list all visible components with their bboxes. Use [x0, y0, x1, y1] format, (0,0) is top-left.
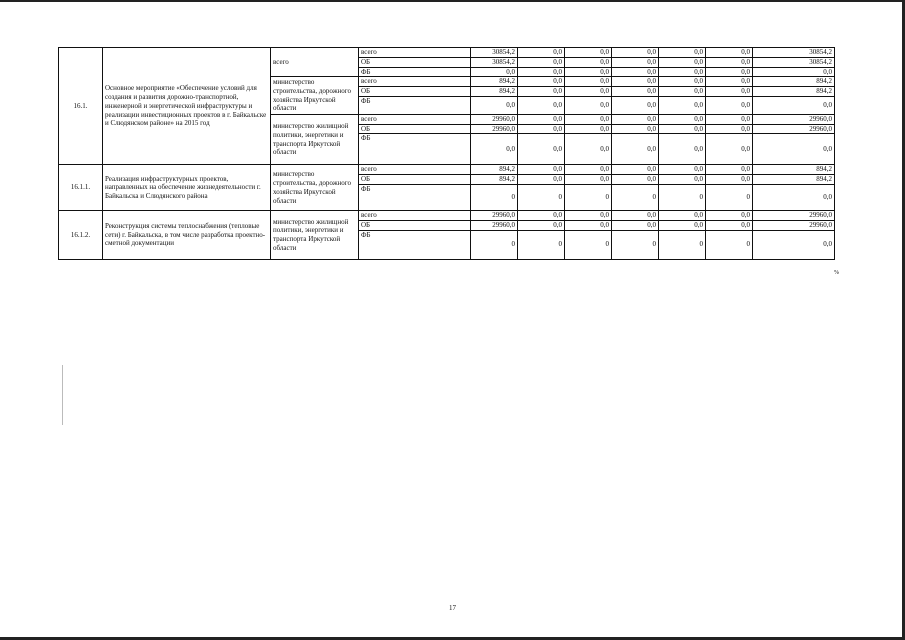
amount-cell: 29960,0	[753, 124, 835, 134]
activity-name: Реализация инфраструктурных проектов, направленных на обеспечение жизнедеятельности г. Байкальска и Слюдянского района	[103, 165, 271, 211]
amount-cell: 0	[612, 230, 659, 259]
amount-cell: 894,2	[753, 87, 835, 97]
amount-cell: 0,0	[612, 211, 659, 221]
amount-cell: 0,0	[565, 67, 612, 77]
amount-cell: 0,0	[612, 96, 659, 114]
amount-cell: 0,0	[518, 67, 565, 77]
amount-cell: 0,0	[612, 48, 659, 58]
amount-cell: 0,0	[612, 87, 659, 97]
executor-name: министерство жилищной политики, энергетики и транспорта Иркутской области	[271, 114, 359, 165]
amount-cell: 894,2	[471, 87, 518, 97]
amount-cell: 0,0	[659, 48, 706, 58]
amount-cell: 0,0	[753, 230, 835, 259]
amount-cell: 0,0	[565, 165, 612, 175]
amount-cell: 0,0	[659, 165, 706, 175]
amount-cell: 0,0	[753, 185, 835, 211]
executor-name: всего	[271, 48, 359, 77]
amount-cell: 0,0	[565, 48, 612, 58]
amount-cell: 0,0	[659, 87, 706, 97]
amount-cell: 0,0	[753, 67, 835, 77]
amount-cell: 0,0	[565, 221, 612, 231]
funding-source: ФБ	[359, 134, 471, 165]
amount-cell: 0	[612, 185, 659, 211]
amount-cell: 0,0	[518, 48, 565, 58]
amount-cell: 0	[565, 185, 612, 211]
amount-cell: 0,0	[518, 114, 565, 124]
amount-cell: 0,0	[518, 211, 565, 221]
amount-cell: 30854,2	[471, 48, 518, 58]
amount-cell: 0,0	[565, 96, 612, 114]
funding-source: всего	[359, 165, 471, 175]
funding-source: ФБ	[359, 185, 471, 211]
amount-cell: 0,0	[706, 77, 753, 87]
amount-cell: 0,0	[565, 87, 612, 97]
funding-source: всего	[359, 114, 471, 124]
scan-margin-mark	[62, 365, 63, 425]
amount-cell: 0,0	[706, 211, 753, 221]
amount-cell: 0,0	[518, 96, 565, 114]
executor-name: министерство жилищной политики, энергетики и транспорта Иркутской области	[271, 211, 359, 260]
amount-cell: 0,0	[471, 134, 518, 165]
amount-cell: 0,0	[518, 77, 565, 87]
amount-cell: 0,0	[659, 211, 706, 221]
amount-cell: 0,0	[659, 134, 706, 165]
amount-cell: 0,0	[612, 175, 659, 185]
amount-cell: 0,0	[565, 57, 612, 67]
amount-cell: 0,0	[565, 114, 612, 124]
activity-name: Основное мероприятие «Обеспечение условий для создания и развития дорожно-транспортной, инженерной и энергетической инфраструктуры и реализации инвестиционных проектов в г. Байкальске и Слюдянском районе» на 2015 год	[103, 48, 271, 165]
amount-cell: 0,0	[612, 165, 659, 175]
amount-cell: 0,0	[518, 57, 565, 67]
amount-cell: 0	[518, 185, 565, 211]
amount-cell: 0,0	[518, 175, 565, 185]
funding-source: всего	[359, 48, 471, 58]
page-number: 17	[449, 604, 456, 612]
funding-source: всего	[359, 211, 471, 221]
amount-cell: 0,0	[612, 114, 659, 124]
amount-cell: 0,0	[612, 134, 659, 165]
table-row	[59, 165, 835, 175]
amount-cell: 0	[518, 230, 565, 259]
amount-cell: 29960,0	[753, 114, 835, 124]
funding-source: ФБ	[359, 67, 471, 77]
amount-cell: 0,0	[471, 67, 518, 77]
funding-source: ОБ	[359, 221, 471, 231]
amount-cell: 0,0	[753, 134, 835, 165]
row-number: 16.1.1.	[59, 165, 103, 211]
amount-cell: 29960,0	[753, 221, 835, 231]
amount-cell: 0	[659, 230, 706, 259]
amount-cell: 29960,0	[471, 124, 518, 134]
activity-name: Реконструкция системы теплоснабжения (тепловые сети) г. Байкальска, в том числе разработка проектно-сметной документации	[103, 211, 271, 260]
amount-cell: 29960,0	[471, 221, 518, 231]
row-number: 16.1.2.	[59, 211, 103, 260]
amount-cell: 0,0	[612, 124, 659, 134]
amount-cell: 0,0	[659, 114, 706, 124]
amount-cell: 0,0	[518, 134, 565, 165]
amount-cell: 0,0	[706, 87, 753, 97]
amount-cell: 0	[565, 230, 612, 259]
amount-cell: 0,0	[706, 48, 753, 58]
amount-cell: 0,0	[659, 124, 706, 134]
amount-cell: 894,2	[471, 77, 518, 87]
executor-name: министерство строительства, дорожного хозяйства Иркутской области	[271, 165, 359, 211]
amount-cell: 30854,2	[753, 48, 835, 58]
amount-cell: 0	[471, 230, 518, 259]
funding-source: ФБ	[359, 230, 471, 259]
amount-cell: 0,0	[518, 87, 565, 97]
amount-cell: 0,0	[659, 67, 706, 77]
amount-cell: 0,0	[565, 134, 612, 165]
funding-source: ОБ	[359, 124, 471, 134]
amount-cell: 0,0	[518, 221, 565, 231]
funding-source: ОБ	[359, 87, 471, 97]
amount-cell: 0,0	[706, 96, 753, 114]
scan-edge-top	[0, 0, 905, 2]
amount-cell: 894,2	[753, 77, 835, 87]
executor-name: министерство строительства, дорожного хозяйства Иркутской области	[271, 77, 359, 115]
amount-cell: 0,0	[518, 124, 565, 134]
amount-cell: 0,0	[706, 221, 753, 231]
amount-cell: 0,0	[706, 134, 753, 165]
amount-cell: 0,0	[659, 77, 706, 87]
amount-cell: 0,0	[706, 175, 753, 185]
amount-cell: 0,0	[612, 67, 659, 77]
amount-cell: 30854,2	[753, 57, 835, 67]
row-number: 16.1.	[59, 48, 103, 165]
amount-cell: 0	[471, 185, 518, 211]
budget-table	[58, 47, 835, 260]
amount-cell: 0,0	[565, 175, 612, 185]
amount-cell: 0	[706, 230, 753, 259]
amount-cell: 0,0	[612, 57, 659, 67]
amount-cell: 0,0	[659, 96, 706, 114]
amount-cell: 0,0	[706, 124, 753, 134]
amount-cell: 894,2	[471, 165, 518, 175]
amount-cell: 29960,0	[753, 211, 835, 221]
amount-cell: 29960,0	[471, 114, 518, 124]
amount-cell: 0,0	[659, 57, 706, 67]
amount-cell: 0,0	[518, 165, 565, 175]
amount-cell: 0,0	[471, 96, 518, 114]
table-row	[59, 48, 835, 58]
amount-cell: 0,0	[706, 165, 753, 175]
funding-source: всего	[359, 77, 471, 87]
amount-cell: 0,0	[659, 175, 706, 185]
amount-cell: 0	[706, 185, 753, 211]
amount-cell: 0,0	[565, 77, 612, 87]
funding-source: ОБ	[359, 175, 471, 185]
amount-cell: 0,0	[706, 67, 753, 77]
amount-cell: 0,0	[612, 77, 659, 87]
trailing-percent-mark: %	[834, 270, 839, 276]
table-row	[59, 211, 835, 221]
amount-cell: 0	[659, 185, 706, 211]
amount-cell: 0,0	[706, 114, 753, 124]
amount-cell: 0,0	[565, 124, 612, 134]
amount-cell: 894,2	[471, 175, 518, 185]
amount-cell: 0,0	[659, 221, 706, 231]
amount-cell: 0,0	[706, 57, 753, 67]
amount-cell: 29960,0	[471, 211, 518, 221]
amount-cell: 894,2	[753, 175, 835, 185]
amount-cell: 894,2	[753, 165, 835, 175]
funding-source: ОБ	[359, 57, 471, 67]
amount-cell: 30854,2	[471, 57, 518, 67]
amount-cell: 0,0	[612, 221, 659, 231]
funding-source: ФБ	[359, 96, 471, 114]
amount-cell: 0,0	[565, 211, 612, 221]
amount-cell: 0,0	[753, 96, 835, 114]
